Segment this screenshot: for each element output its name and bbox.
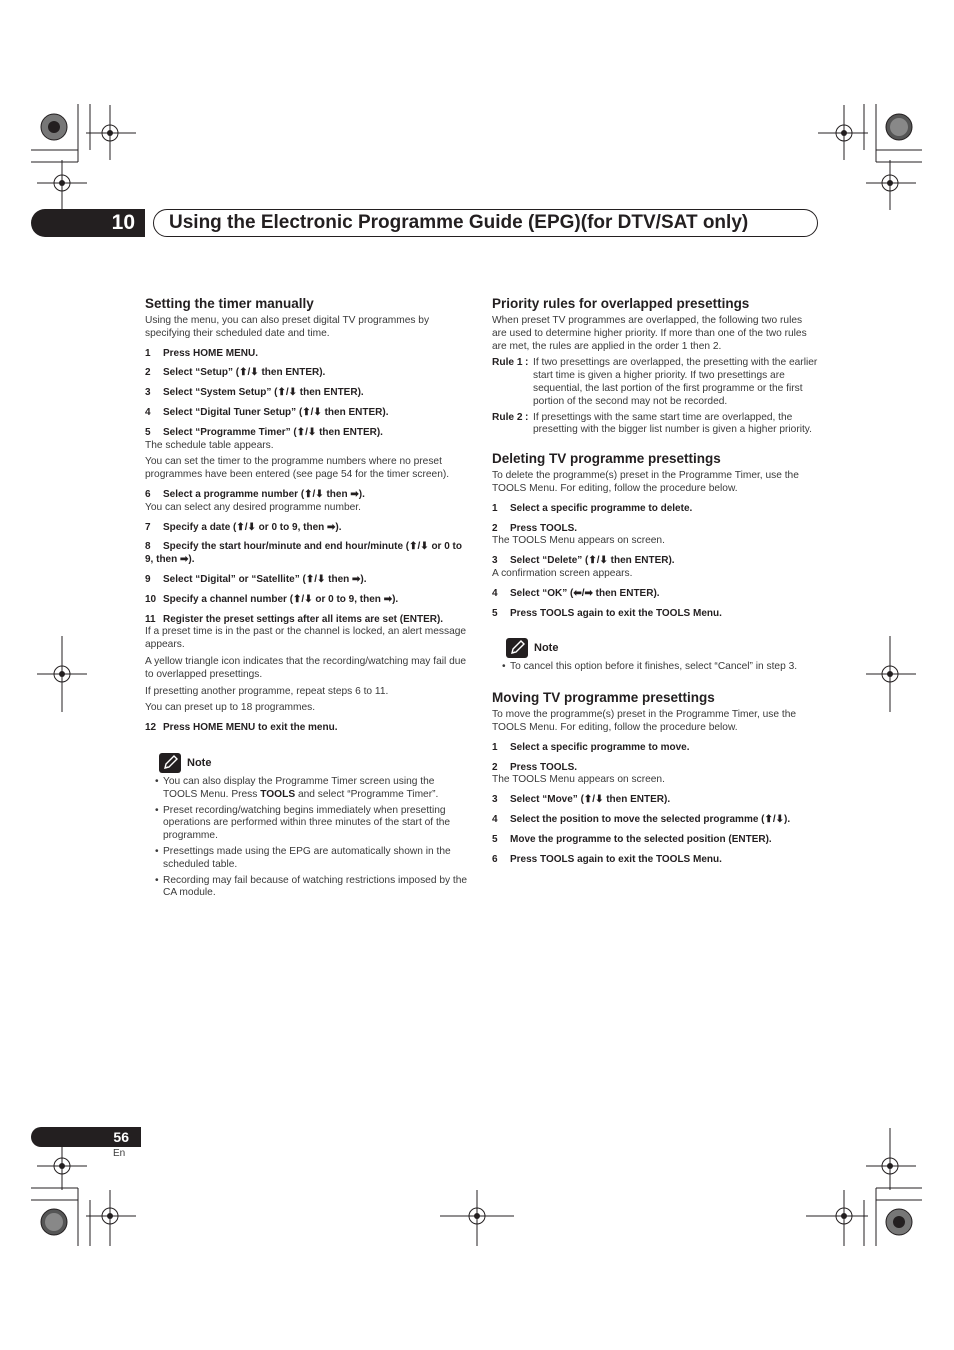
note-list xyxy=(145,776,471,900)
step: 8 Specify the start hour/minute and end hour/minute (⬆/⬇ or 0 to 9, then ➡). xyxy=(145,541,462,566)
step: 2 Press TOOLS. xyxy=(492,761,578,773)
step-detail: If a preset time is in the past or the channel is locked, an alert message appears. xyxy=(145,626,467,651)
step-detail: You can select any desired programme number. xyxy=(145,501,361,513)
step: 2 Press TOOLS. xyxy=(492,522,578,534)
step: 12 Press HOME MENU to exit the menu. xyxy=(145,722,338,734)
left-column xyxy=(145,296,471,903)
step: 4 Select “OK” (⬅/➡ then ENTER). xyxy=(492,587,660,599)
priority-intro: When preset TV programmes are overlapped, the following two rules are used to determine higher priority. If more than one of the two rules are met, the rules are applied in the order 1 then 2. xyxy=(492,315,807,352)
right-column xyxy=(492,296,819,866)
page-number: 56 xyxy=(31,1127,141,1147)
step-detail: The TOOLS Menu appears on screen. xyxy=(492,535,665,547)
section-title-moving: Moving TV programme presettings xyxy=(492,690,715,706)
note-item: • Recording may fail because of watching restrictions imposed by the CA module. xyxy=(155,875,471,901)
step: 1 Select a specific programme to move. xyxy=(492,741,690,753)
step-detail: A yellow triangle icon indicates that the recording/watching may fail due to overlapped presettings. xyxy=(145,655,467,680)
note-header xyxy=(506,638,819,658)
note-header xyxy=(159,753,471,773)
step: 5 Press TOOLS again to exit the TOOLS Menu. xyxy=(492,607,722,619)
timer-intro: Using the menu, you can also preset digital TV programmes by specifying their scheduled date and time. xyxy=(145,315,430,339)
rule-2: Rule 2 : If presettings with the same start time are overlapped, the presetting with the bigger list number is given a higher priority. xyxy=(492,411,812,436)
step: 1 Press HOME MENU. xyxy=(145,347,259,359)
step: 3 Select “Move” (⬆/⬇ then ENTER). xyxy=(492,794,671,806)
step-detail: If presetting another programme, repeat steps 6 to 11. xyxy=(145,685,389,697)
note-item: • Preset recording/watching begins immediately when presetting operations are performed within three minutes of the start of the programme. xyxy=(155,805,471,843)
step: 4 Select the position to move the selected programme (⬆/⬇). xyxy=(492,813,791,825)
step-detail: A confirmation screen appears. xyxy=(492,567,633,579)
step: 9 Select “Digital” or “Satellite” (⬆/⬇ then ➡). xyxy=(145,573,367,585)
step: 7 Specify a date (⬆/⬇ or 0 to 9, then ➡). xyxy=(145,521,342,533)
step: 5 Select “Programme Timer” (⬆/⬇ then ENTER). xyxy=(145,426,383,438)
step: 10 Specify a channel number (⬆/⬇ or 0 to 9, then ➡). xyxy=(145,593,399,605)
step: 3 Select “System Setup” (⬆/⬇ then ENTER). xyxy=(145,387,364,399)
step-detail: The TOOLS Menu appears on screen. xyxy=(492,774,665,786)
step-detail: The schedule table appears. xyxy=(145,439,274,451)
section-title-timer: Setting the timer manually xyxy=(145,296,314,311)
step: 6 Press TOOLS again to exit the TOOLS Menu. xyxy=(492,853,722,865)
step: 3 Select “Delete” (⬆/⬇ then ENTER). xyxy=(492,555,675,567)
note-list xyxy=(492,661,819,674)
section-title-priority: Priority rules for overlapped presettings xyxy=(492,296,750,311)
note-title: Note xyxy=(187,756,212,769)
pencil-note-icon xyxy=(506,638,528,658)
pencil-note-icon xyxy=(159,753,181,773)
rule-1: Rule 1 : If two presettings are overlapped, the presetting with the earlier start time is given a higher priority. If two presettings are sequential, the last portion of the first programme or the first portion of the second may not be recorded. xyxy=(492,357,818,407)
step: 5 Move the programme to the selected position (ENTER). xyxy=(492,833,772,845)
note-item: • Presettings made using the EPG are automatically shown in the scheduled table. xyxy=(155,846,471,872)
step-detail: You can set the timer to the programme numbers where no preset programmes have been entered (see page 54 for the timer screen). xyxy=(145,456,450,481)
deleting-intro: To delete the programme(s) preset in the Programme Timer, use the TOOLS Menu. For editing, follow the procedure below. xyxy=(492,470,799,494)
section-title-deleting: Deleting TV programme presettings xyxy=(492,451,721,467)
step: 1 Select a specific programme to delete. xyxy=(492,502,693,514)
step-detail: You can preset up to 18 programmes. xyxy=(145,702,316,714)
step: 4 Select “Digital Tuner Setup” (⬆/⬇ then ENTER). xyxy=(145,406,389,418)
language-code: En xyxy=(113,1148,126,1159)
step: 11 Register the preset settings after all items are set (ENTER). xyxy=(145,613,444,625)
note-item: • You can also display the Programme Timer screen using the TOOLS Menu. Press TOOLS and select “Programme Timer”. xyxy=(155,776,471,802)
note-title: Note xyxy=(534,642,559,655)
step: 6 Select a programme number (⬆/⬇ then ➡). xyxy=(145,488,365,500)
moving-intro: To move the programme(s) preset in the Programme Timer, use the TOOLS Menu. For editing, follow the procedure below. xyxy=(492,709,797,733)
chapter-number: 10 xyxy=(31,209,145,237)
chapter-title: Using the Electronic Programme Guide (EPG)(for DTV/SAT only) xyxy=(153,209,818,237)
note-item: • To cancel this option before it finishes, select “Cancel” in step 3. xyxy=(502,661,819,674)
step: 2 Select “Setup” (⬆/⬇ then ENTER). xyxy=(145,367,326,379)
